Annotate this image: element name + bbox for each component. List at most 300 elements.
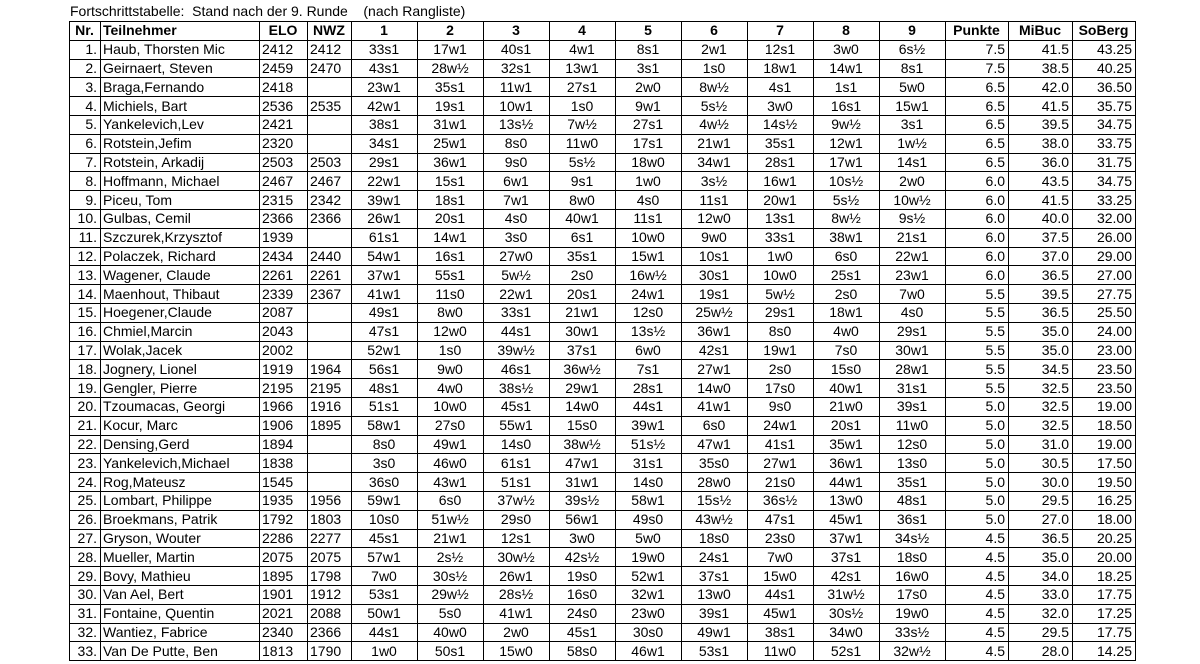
cell-rank: 29. (70, 567, 101, 586)
cell-round-9: 10w½ (880, 191, 946, 210)
cell-round-6: 1s0 (682, 59, 748, 78)
cell-name: Maenhout, Thibaut (101, 285, 260, 304)
cell-round-3: 41w1 (484, 604, 550, 623)
cell-round-5: 14s0 (616, 473, 682, 492)
cell-mibuc: 35.0 (1009, 341, 1073, 360)
cell-mibuc: 41.5 (1009, 191, 1073, 210)
cell-round-3: 46s1 (484, 360, 550, 379)
cell-round-4: 40w1 (550, 209, 616, 228)
cell-round-9: 33s½ (880, 623, 946, 642)
cell-round-4: 20s1 (550, 285, 616, 304)
cell-round-9: 36s1 (880, 510, 946, 529)
cell-punkte: 5.0 (946, 491, 1009, 510)
cell-round-7: 17s0 (748, 379, 814, 398)
cell-nwz: 2535 (308, 97, 352, 116)
cell-nwz (308, 322, 352, 341)
header-teilnehmer: Teilnehmer (101, 22, 260, 41)
cell-round-6: 25w½ (682, 303, 748, 322)
cell-round-6: 5s½ (682, 97, 748, 116)
cell-round-5: 13s½ (616, 322, 682, 341)
cell-round-3: 37w½ (484, 491, 550, 510)
cell-round-5: 39w1 (616, 416, 682, 435)
cell-rank: 21. (70, 416, 101, 435)
cell-round-5: 30s0 (616, 623, 682, 642)
cell-name: Rotstein, Arkadij (101, 153, 260, 172)
cell-mibuc: 32.0 (1009, 604, 1073, 623)
cell-round-5: 12s0 (616, 303, 682, 322)
cell-name: Broekmans, Patrik (101, 510, 260, 529)
cell-round-8: 36w1 (814, 454, 880, 473)
cell-nwz: 1956 (308, 491, 352, 510)
cell-elo: 1919 (260, 360, 308, 379)
cell-round-7: 27w1 (748, 454, 814, 473)
cell-round-6: 10s1 (682, 247, 748, 266)
cell-name: Haub, Thorsten Mic (101, 40, 260, 59)
cell-round-4: 6s1 (550, 228, 616, 247)
table-row (70, 397, 1136, 416)
table-row (70, 473, 1136, 492)
cell-round-6: 14w0 (682, 379, 748, 398)
cell-name: Wagener, Claude (101, 266, 260, 285)
cell-nwz (308, 454, 352, 473)
cell-round-3: 3s0 (484, 228, 550, 247)
cell-round-7: 45w1 (748, 604, 814, 623)
cell-round-5: 1w0 (616, 172, 682, 191)
cell-round-5: 58w1 (616, 491, 682, 510)
cell-round-7: 9s0 (748, 397, 814, 416)
cell-round-5: 23w0 (616, 604, 682, 623)
cell-name: Wolak,Jacek (101, 341, 260, 360)
cell-round-5: 51s½ (616, 435, 682, 454)
cell-round-8: 45w1 (814, 510, 880, 529)
cell-rank: 13. (70, 266, 101, 285)
cell-round-7: 4s1 (748, 78, 814, 97)
cell-nwz: 1798 (308, 567, 352, 586)
cell-nwz: 2503 (308, 153, 352, 172)
cell-round-8: 6s0 (814, 247, 880, 266)
cell-name: Densing,Gerd (101, 435, 260, 454)
cell-round-3: 44s1 (484, 322, 550, 341)
cell-mibuc: 35.0 (1009, 548, 1073, 567)
cell-round-6: 30s1 (682, 266, 748, 285)
cell-mibuc: 39.5 (1009, 115, 1073, 134)
cell-round-9: 22w1 (880, 247, 946, 266)
table-row (70, 416, 1136, 435)
cell-round-1: 23w1 (352, 78, 418, 97)
table-row (70, 172, 1136, 191)
cell-round-4: 16s0 (550, 585, 616, 604)
cell-round-1: 37w1 (352, 266, 418, 285)
cell-elo: 1906 (260, 416, 308, 435)
cell-round-9: 17s0 (880, 585, 946, 604)
cell-mibuc: 34.0 (1009, 567, 1073, 586)
cell-round-8: 7s0 (814, 341, 880, 360)
cell-round-4: 39s½ (550, 491, 616, 510)
cell-round-1: 53s1 (352, 585, 418, 604)
cell-round-8: 44w1 (814, 473, 880, 492)
cell-round-6: 28w0 (682, 473, 748, 492)
cell-round-1: 7w0 (352, 567, 418, 586)
cell-soberg: 23.50 (1073, 379, 1136, 398)
table-row (70, 529, 1136, 548)
cell-round-9: 6s½ (880, 40, 946, 59)
cell-elo: 1894 (260, 435, 308, 454)
table-row (70, 510, 1136, 529)
cell-round-7: 23s0 (748, 529, 814, 548)
cell-elo: 2503 (260, 153, 308, 172)
cell-round-1: 36s0 (352, 473, 418, 492)
cell-round-6: 49w1 (682, 623, 748, 642)
cell-name: Kocur, Marc (101, 416, 260, 435)
cell-rank: 24. (70, 473, 101, 492)
cell-round-7: 33s1 (748, 228, 814, 247)
cell-round-6: 39s1 (682, 604, 748, 623)
cell-round-5: 15w1 (616, 247, 682, 266)
cell-name: Jognery, Lionel (101, 360, 260, 379)
cell-round-6: 3s½ (682, 172, 748, 191)
cell-round-5: 32w1 (616, 585, 682, 604)
cell-soberg: 29.00 (1073, 247, 1136, 266)
cell-elo: 2286 (260, 529, 308, 548)
cell-round-4: 47w1 (550, 454, 616, 473)
cell-round-8: 9w½ (814, 115, 880, 134)
cell-round-8: 25s1 (814, 266, 880, 285)
header-elo: ELO (260, 22, 308, 41)
cell-mibuc: 33.0 (1009, 585, 1073, 604)
cell-round-2: 2s½ (418, 548, 484, 567)
cell-punkte: 6.5 (946, 97, 1009, 116)
cell-round-8: 17w1 (814, 153, 880, 172)
cell-elo: 2418 (260, 78, 308, 97)
cell-rank: 2. (70, 59, 101, 78)
table-row (70, 59, 1136, 78)
cell-nwz: 2366 (308, 209, 352, 228)
cell-rank: 3. (70, 78, 101, 97)
cell-round-8: 14w1 (814, 59, 880, 78)
cell-nwz: 2470 (308, 59, 352, 78)
cell-name: Hoegener,Claude (101, 303, 260, 322)
cell-name: Fontaine, Quentin (101, 604, 260, 623)
cell-soberg: 18.00 (1073, 510, 1136, 529)
cell-round-8: 37s1 (814, 548, 880, 567)
cell-punkte: 6.5 (946, 134, 1009, 153)
cell-round-6: 35s0 (682, 454, 748, 473)
cell-round-6: 6s0 (682, 416, 748, 435)
cell-round-2: 46w0 (418, 454, 484, 473)
cell-round-8: 35w1 (814, 435, 880, 454)
cell-round-4: 36w½ (550, 360, 616, 379)
cell-round-9: 15w1 (880, 97, 946, 116)
cell-punkte: 4.5 (946, 529, 1009, 548)
cell-round-1: 50w1 (352, 604, 418, 623)
cell-nwz (308, 435, 352, 454)
cell-round-6: 4w½ (682, 115, 748, 134)
cell-rank: 19. (70, 379, 101, 398)
cell-name: Yankelevich,Michael (101, 454, 260, 473)
progress-table (69, 21, 1136, 661)
cell-elo: 2459 (260, 59, 308, 78)
cell-round-5: 19w0 (616, 548, 682, 567)
cell-round-2: 28w½ (418, 59, 484, 78)
cell-soberg: 23.50 (1073, 360, 1136, 379)
cell-round-9: 2w0 (880, 172, 946, 191)
cell-rank: 4. (70, 97, 101, 116)
cell-round-2: 31w1 (418, 115, 484, 134)
cell-mibuc: 34.5 (1009, 360, 1073, 379)
header-row (70, 22, 1136, 41)
cell-round-7: 14s½ (748, 115, 814, 134)
cell-punkte: 4.5 (946, 585, 1009, 604)
cell-round-7: 10w0 (748, 266, 814, 285)
cell-round-4: 13w1 (550, 59, 616, 78)
table-row (70, 604, 1136, 623)
cell-round-2: 14w1 (418, 228, 484, 247)
cell-elo: 1939 (260, 228, 308, 247)
cell-round-7: 16w1 (748, 172, 814, 191)
cell-round-2: 49w1 (418, 435, 484, 454)
header-round-7: 7 (748, 22, 814, 41)
cell-rank: 32. (70, 623, 101, 642)
cell-round-7: 24w1 (748, 416, 814, 435)
cell-round-7: 15w0 (748, 567, 814, 586)
cell-rank: 6. (70, 134, 101, 153)
cell-punkte: 6.0 (946, 266, 1009, 285)
cell-round-1: 1w0 (352, 642, 418, 661)
cell-name: Van De Putte, Ben (101, 642, 260, 661)
cell-round-9: 31s1 (880, 379, 946, 398)
table-row (70, 548, 1136, 567)
cell-round-4: 56w1 (550, 510, 616, 529)
cell-punkte: 5.5 (946, 303, 1009, 322)
table-row (70, 623, 1136, 642)
cell-round-1: 61s1 (352, 228, 418, 247)
cell-round-3: 32s1 (484, 59, 550, 78)
cell-round-1: 58w1 (352, 416, 418, 435)
cell-nwz: 2075 (308, 548, 352, 567)
cell-rank: 31. (70, 604, 101, 623)
table-row (70, 209, 1136, 228)
cell-round-1: 39w1 (352, 191, 418, 210)
cell-nwz: 2367 (308, 285, 352, 304)
cell-mibuc: 28.0 (1009, 642, 1073, 661)
cell-round-4: 29w1 (550, 379, 616, 398)
cell-round-7: 28s1 (748, 153, 814, 172)
cell-round-2: 15s1 (418, 172, 484, 191)
cell-rank: 30. (70, 585, 101, 604)
cell-soberg: 27.75 (1073, 285, 1136, 304)
cell-round-2: 20s1 (418, 209, 484, 228)
cell-soberg: 18.50 (1073, 416, 1136, 435)
cell-round-4: 11w0 (550, 134, 616, 153)
cell-punkte: 4.5 (946, 642, 1009, 661)
cell-elo: 2434 (260, 247, 308, 266)
cell-round-3: 7w1 (484, 191, 550, 210)
cell-punkte: 6.0 (946, 209, 1009, 228)
cell-round-9: 23w1 (880, 266, 946, 285)
cell-rank: 16. (70, 322, 101, 341)
cell-name: Wantiez, Fabrice (101, 623, 260, 642)
cell-elo: 2339 (260, 285, 308, 304)
cell-round-8: 21w0 (814, 397, 880, 416)
cell-round-8: 5s½ (814, 191, 880, 210)
cell-round-1: 42w1 (352, 97, 418, 116)
table-row (70, 153, 1136, 172)
cell-round-9: 4s0 (880, 303, 946, 322)
cell-punkte: 5.5 (946, 360, 1009, 379)
cell-round-2: 12w0 (418, 322, 484, 341)
cell-name: Piceu, Tom (101, 191, 260, 210)
cell-round-5: 24w1 (616, 285, 682, 304)
cell-round-1: 8s0 (352, 435, 418, 454)
cell-round-1: 22w1 (352, 172, 418, 191)
cell-round-2: 6s0 (418, 491, 484, 510)
cell-soberg: 18.25 (1073, 567, 1136, 586)
cell-round-2: 19s1 (418, 97, 484, 116)
cell-round-2: 1s0 (418, 341, 484, 360)
cell-rank: 15. (70, 303, 101, 322)
cell-round-4: 8w0 (550, 191, 616, 210)
cell-rank: 7. (70, 153, 101, 172)
cell-elo: 2421 (260, 115, 308, 134)
cell-round-7: 3w0 (748, 97, 814, 116)
cell-round-6: 42s1 (682, 341, 748, 360)
cell-mibuc: 38.5 (1009, 59, 1073, 78)
cell-round-3: 33s1 (484, 303, 550, 322)
cell-round-2: 40w0 (418, 623, 484, 642)
cell-round-3: 51s1 (484, 473, 550, 492)
cell-round-4: 1s0 (550, 97, 616, 116)
cell-round-6: 12w0 (682, 209, 748, 228)
cell-round-8: 37w1 (814, 529, 880, 548)
cell-elo: 1792 (260, 510, 308, 529)
cell-round-4: 5s½ (550, 153, 616, 172)
cell-punkte: 5.0 (946, 510, 1009, 529)
cell-elo: 2002 (260, 341, 308, 360)
cell-round-2: 17w1 (418, 40, 484, 59)
cell-name: Mueller, Martin (101, 548, 260, 567)
cell-round-5: 2w0 (616, 78, 682, 97)
cell-name: Yankelevich,Lev (101, 115, 260, 134)
table-row (70, 97, 1136, 116)
cell-punkte: 6.5 (946, 78, 1009, 97)
cell-rank: 17. (70, 341, 101, 360)
cell-round-1: 29s1 (352, 153, 418, 172)
cell-round-3: 13s½ (484, 115, 550, 134)
cell-round-2: 21w1 (418, 529, 484, 548)
cell-round-4: 7w½ (550, 115, 616, 134)
cell-mibuc: 27.0 (1009, 510, 1073, 529)
cell-elo: 1935 (260, 491, 308, 510)
cell-round-9: 19w0 (880, 604, 946, 623)
cell-soberg: 17.75 (1073, 585, 1136, 604)
table-row (70, 228, 1136, 247)
cell-round-3: 2w0 (484, 623, 550, 642)
cell-round-3: 29s0 (484, 510, 550, 529)
cell-round-2: 11s0 (418, 285, 484, 304)
cell-round-9: 39s1 (880, 397, 946, 416)
cell-round-8: 52s1 (814, 642, 880, 661)
header-punkte: Punkte (946, 22, 1009, 41)
cell-round-6: 9w0 (682, 228, 748, 247)
cell-round-9: 3s1 (880, 115, 946, 134)
cell-round-1: 52w1 (352, 341, 418, 360)
cell-round-4: 45s1 (550, 623, 616, 642)
table-row (70, 322, 1136, 341)
cell-mibuc: 32.5 (1009, 416, 1073, 435)
cell-punkte: 5.5 (946, 341, 1009, 360)
cell-round-4: 35s1 (550, 247, 616, 266)
cell-round-5: 27s1 (616, 115, 682, 134)
cell-name: Gengler, Pierre (101, 379, 260, 398)
cell-punkte: 5.5 (946, 285, 1009, 304)
cell-round-3: 15w0 (484, 642, 550, 661)
cell-round-1: 34s1 (352, 134, 418, 153)
cell-round-8: 2s0 (814, 285, 880, 304)
cell-elo: 1895 (260, 567, 308, 586)
cell-round-9: 7w0 (880, 285, 946, 304)
cell-rank: 25. (70, 491, 101, 510)
cell-elo: 2043 (260, 322, 308, 341)
table-row (70, 585, 1136, 604)
cell-punkte: 6.0 (946, 191, 1009, 210)
cell-round-2: 35s1 (418, 78, 484, 97)
cell-round-4: 3w0 (550, 529, 616, 548)
header-round-5: 5 (616, 22, 682, 41)
cell-name: Michiels, Bart (101, 97, 260, 116)
cell-elo: 1901 (260, 585, 308, 604)
cell-round-1: 51s1 (352, 397, 418, 416)
cell-mibuc: 32.5 (1009, 379, 1073, 398)
cell-mibuc: 32.5 (1009, 397, 1073, 416)
table-row (70, 491, 1136, 510)
cell-round-9: 32w½ (880, 642, 946, 661)
cell-elo: 2320 (260, 134, 308, 153)
cell-round-3: 40s1 (484, 40, 550, 59)
header-nr: Nr. (70, 22, 101, 41)
cell-nwz: 1964 (308, 360, 352, 379)
cell-nwz (308, 341, 352, 360)
cell-punkte: 5.0 (946, 397, 1009, 416)
cell-nwz: 2342 (308, 191, 352, 210)
cell-nwz (308, 115, 352, 134)
cell-round-1: 48s1 (352, 379, 418, 398)
cell-round-8: 38w1 (814, 228, 880, 247)
cell-round-5: 18w0 (616, 153, 682, 172)
cell-round-5: 17s1 (616, 134, 682, 153)
cell-round-4: 37s1 (550, 341, 616, 360)
cell-round-8: 42s1 (814, 567, 880, 586)
cell-round-6: 34w1 (682, 153, 748, 172)
cell-elo: 1838 (260, 454, 308, 473)
cell-nwz: 1803 (308, 510, 352, 529)
cell-round-6: 21w1 (682, 134, 748, 153)
cell-nwz (308, 473, 352, 492)
cell-round-6: 19s1 (682, 285, 748, 304)
cell-round-1: 26w1 (352, 209, 418, 228)
cell-soberg: 16.25 (1073, 491, 1136, 510)
cell-round-7: 19w1 (748, 341, 814, 360)
cell-round-4: 2s0 (550, 266, 616, 285)
cell-round-2: 9w0 (418, 360, 484, 379)
cell-nwz (308, 134, 352, 153)
cell-round-3: 39w½ (484, 341, 550, 360)
cell-round-1: 57w1 (352, 548, 418, 567)
cell-round-5: 28s1 (616, 379, 682, 398)
cell-rank: 18. (70, 360, 101, 379)
cell-round-3: 8s0 (484, 134, 550, 153)
cell-round-6: 15s½ (682, 491, 748, 510)
cell-round-3: 12s1 (484, 529, 550, 548)
